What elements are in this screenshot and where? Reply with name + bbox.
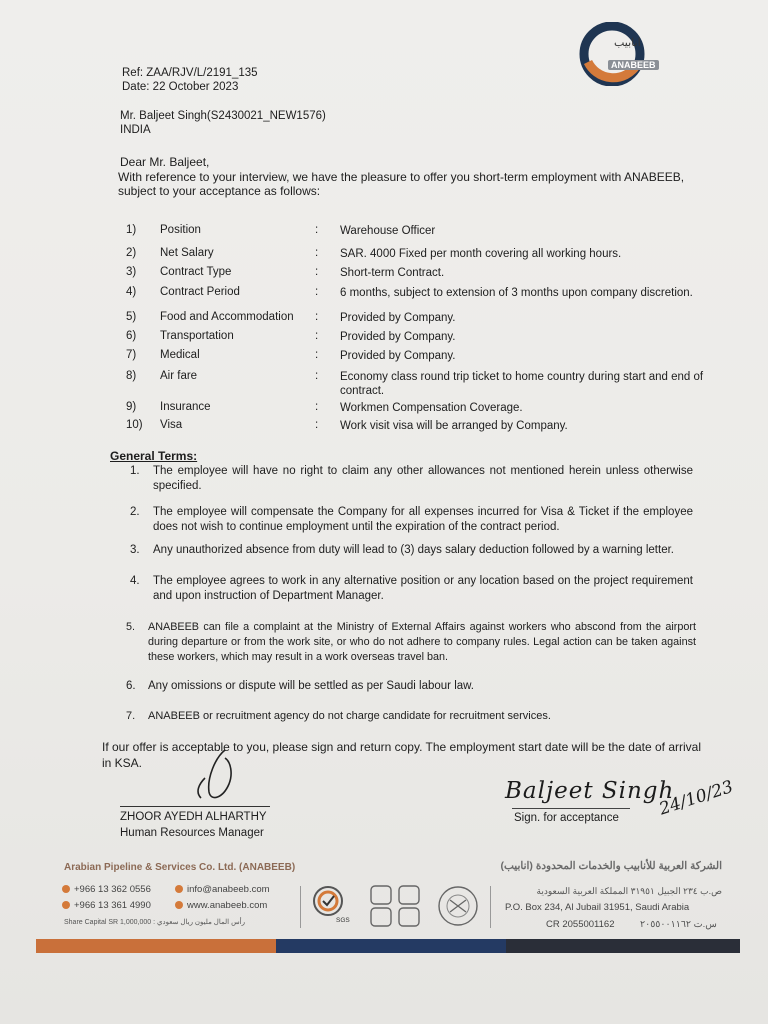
logo-ring-icon	[578, 22, 670, 86]
letter-date: Date: 22 October 2023	[122, 81, 239, 93]
term-number: 2)	[126, 247, 137, 259]
footer-phone-2: +966 13 361 4990	[62, 900, 151, 911]
term-row	[0, 419, 768, 435]
hr-signature-icon	[185, 748, 245, 808]
general-term-number: 4.	[130, 575, 140, 587]
footer-email: info@anabeeb.com	[175, 884, 270, 895]
term-value: Workmen Compensation Coverage.	[340, 402, 523, 414]
term-row	[0, 286, 768, 302]
general-term-number: 7.	[126, 710, 136, 722]
footer-cr-number: CR 2055001162	[546, 919, 615, 930]
anabeeb-logo	[578, 22, 670, 86]
term-label: Insurance	[160, 401, 211, 413]
footer-company-name-en: Arabian Pipeline & Services Co. Ltd. (ANABEEB)	[64, 862, 296, 873]
term-label: Contract Period	[160, 286, 240, 298]
term-label: Visa	[160, 419, 183, 431]
term-label: Position	[160, 224, 201, 236]
term-row	[0, 266, 768, 282]
reference-number: Ref: ZAA/RJV/L/2191_135	[122, 67, 258, 79]
term-colon: :	[315, 330, 319, 342]
term-colon: :	[315, 401, 319, 413]
sgs-label: SGS	[336, 917, 350, 924]
term-colon: :	[315, 419, 319, 431]
footer-color-stripe	[36, 939, 740, 953]
term-label: Transportation	[160, 330, 234, 342]
saudi-emblem-icon	[436, 884, 480, 928]
term-value: 6 months, subject to extension of 3 months upon company discretion.	[340, 287, 693, 299]
term-number: 4)	[126, 286, 137, 298]
hr-signature-line	[120, 806, 270, 807]
footer-cr-number-ar: س.ت ٢٠٥٥٠٠١١٦٢	[640, 919, 717, 930]
salutation: Dear Mr. Baljeet,	[120, 155, 210, 169]
stripe-dark	[506, 939, 740, 953]
term-colon: :	[315, 266, 319, 278]
general-term-number: 6.	[126, 680, 136, 692]
general-term-text: ANABEEB can file a complaint at the Ministry of External Affairs against workers who abscond from the airport during departure or from the work site, or who do not adhere to company rules. Legal action can be taken against these workers, which may result in a work overseas travel ban.	[148, 621, 696, 663]
footer-website: www.anabeeb.com	[175, 900, 267, 911]
term-colon: :	[315, 349, 319, 361]
general-term-number: 1.	[130, 465, 140, 477]
candidate-sign-date: 24/10/23	[656, 776, 736, 820]
term-row	[0, 330, 768, 346]
term-number: 10)	[126, 419, 143, 431]
general-term-text: Any unauthorized absence from duty will lead to (3) days salary deduction followed by a warning letter.	[153, 544, 674, 556]
general-term-text: The employee will compensate the Company for all expenses incurred for Visa & Ticket if the employee does not wish to continue employment until the expiration of the contract period.	[153, 506, 693, 533]
globe-icon	[175, 901, 183, 909]
phone-icon	[62, 901, 70, 909]
term-row	[0, 247, 768, 263]
stripe-navy	[276, 939, 506, 953]
closing-paragraph: If our offer is acceptable to you, please sign and return copy. The employment start date will be the date of arrival in KSA.	[102, 740, 701, 770]
term-value: SAR. 4000 Fixed per month covering all working hours.	[340, 248, 622, 260]
general-terms-title: General Terms:	[110, 449, 198, 463]
logo-arabic-text: انابيب	[614, 37, 641, 49]
iso-certification-icons	[368, 884, 424, 928]
term-number: 7)	[126, 349, 137, 361]
term-row	[0, 370, 768, 397]
term-value: Short-term Contract.	[340, 267, 445, 279]
term-colon: :	[315, 311, 319, 323]
hr-manager-title: Human Resources Manager	[120, 827, 264, 839]
candidate-signature: Baljeet Singh	[505, 778, 675, 804]
recipient-name: Mr. Baljeet Singh(S2430021_NEW1576)	[120, 110, 326, 122]
term-number: 1)	[126, 224, 137, 236]
general-term-text: Any omissions or dispute will be settled as per Saudi labour law.	[148, 680, 475, 692]
term-number: 8)	[126, 370, 137, 382]
footer-phone-1: +966 13 362 0556	[62, 884, 151, 895]
term-colon: :	[315, 286, 319, 298]
term-label: Medical	[160, 349, 200, 361]
term-number: 3)	[126, 266, 137, 278]
term-label: Food and Accommodation	[160, 311, 294, 323]
general-term-number: 2.	[130, 506, 140, 518]
term-colon: :	[315, 247, 319, 259]
phone-icon	[62, 885, 70, 893]
sgs-certification-icon	[310, 884, 350, 918]
recipient-country: INDIA	[120, 124, 151, 136]
email-icon	[175, 885, 183, 893]
term-row	[0, 224, 768, 240]
term-row	[0, 349, 768, 365]
general-term-number: 3.	[130, 544, 140, 556]
footer-divider	[300, 886, 301, 928]
term-label: Net Salary	[160, 247, 214, 259]
term-value: Provided by Company.	[340, 312, 456, 324]
term-number: 6)	[126, 330, 137, 342]
term-row	[0, 311, 768, 327]
term-number: 5)	[126, 311, 137, 323]
term-value: Provided by Company.	[340, 331, 456, 343]
logo-english-text: ANABEEB	[608, 60, 659, 70]
hr-manager-name: ZHOOR AYEDH ALHARTHY	[120, 811, 267, 823]
term-value: Economy class round trip ticket to home country during start and end of contract.	[340, 371, 704, 397]
sign-for-acceptance-label: Sign. for acceptance	[514, 812, 619, 824]
term-value: Warehouse Officer	[340, 225, 436, 237]
term-value: Work visit visa will be arranged by Company.	[340, 420, 568, 432]
term-label: Contract Type	[160, 266, 232, 278]
footer-address-ar: ص.ب ٢٣٤ الجبيل ٣١٩٥١ المملكة العربية السعودية	[536, 886, 722, 896]
intro-paragraph: With reference to your interview, we have the pleasure to offer you short-term employment with ANABEEB, subject to your acceptance as follows:	[118, 170, 685, 198]
stripe-orange	[36, 939, 276, 953]
term-label: Air fare	[160, 370, 198, 382]
footer-company-name-ar: الشركة العربية للأنابيب والخدمات المحدودة (انابيب)	[500, 860, 722, 872]
general-term-number: 5.	[126, 621, 136, 633]
candidate-signature-line	[512, 808, 630, 809]
general-term-text: ANABEEB or recruitment agency do not charge candidate for recruitment services.	[148, 710, 551, 722]
footer-address-en: P.O. Box 234, Al Jubail 31951, Saudi Arabia	[505, 902, 690, 913]
term-number: 9)	[126, 401, 137, 413]
term-value: Provided by Company.	[340, 350, 456, 362]
general-term-text: The employee agrees to work in any alternative position or any location based on the project requirement and upon instruction of Department Manager.	[153, 575, 693, 602]
footer-divider	[490, 886, 491, 928]
general-term-text: The employee will have no right to claim any other allowances not mentioned herein unless otherwise specified.	[153, 465, 693, 492]
term-colon: :	[315, 224, 319, 236]
term-row	[0, 401, 768, 417]
footer-share-capital: Share Capital SR 1,000,000 : رأس المال مليون ريال سعودي	[64, 919, 245, 926]
term-colon: :	[315, 370, 319, 382]
